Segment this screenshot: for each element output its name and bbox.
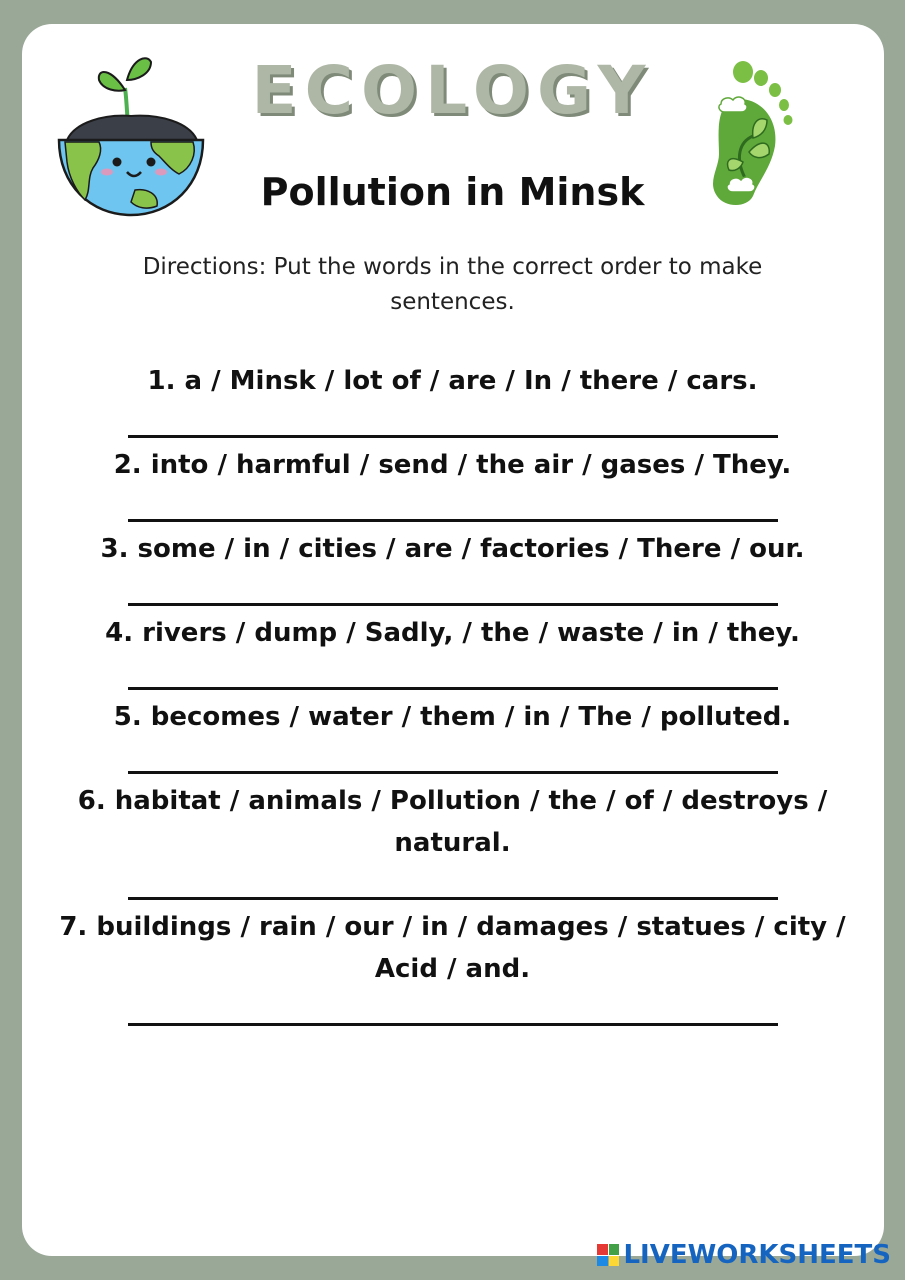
liveworksheets-logo-icon: [597, 1244, 619, 1266]
exercise-1-answer-line[interactable]: [128, 402, 778, 444]
worksheet-title: ECOLOGY: [251, 52, 654, 129]
exercise-7-prompt: 7. buildings / rain / our / in / damages / statues / city / Acid / and.: [59, 912, 846, 984]
worksheet-subtitle: Pollution in Minsk: [260, 170, 645, 214]
liveworksheets-brand: [597, 1240, 891, 1270]
exercise-7-answer-line[interactable]: [128, 990, 778, 1032]
brand-name: LIVEWORKSHEETS: [623, 1240, 891, 1270]
exercise-1-prompt: 1. a / Minsk / lot of / are / In / there / cars.: [147, 366, 758, 396]
exercise-3-prompt: 3. some / in / cities / are / factories / There / our.: [100, 534, 805, 564]
exercise-5-prompt: 5. becomes / water / them / in / The / polluted.: [113, 702, 792, 732]
exercise-list: [30, 360, 875, 1032]
exercise-2-answer-line[interactable]: [128, 486, 778, 528]
exercise-5-answer-line[interactable]: [128, 738, 778, 780]
exercise-6-prompt: 6. habitat / animals / Pollution / the / of / destroys / natural.: [77, 786, 828, 858]
exercise-4-answer-line[interactable]: [128, 654, 778, 696]
exercise-2-prompt: 2. into / harmful / send / the air / gases / They.: [113, 450, 792, 480]
exercise-3-answer-line[interactable]: [128, 570, 778, 612]
exercise-6-answer-line[interactable]: [128, 864, 778, 906]
exercise-4-prompt: 4. rivers / dump / Sadly, / the / waste / in / they.: [105, 618, 800, 648]
directions-text: Directions: Put the words in the correct order to make sentences.: [142, 254, 763, 315]
